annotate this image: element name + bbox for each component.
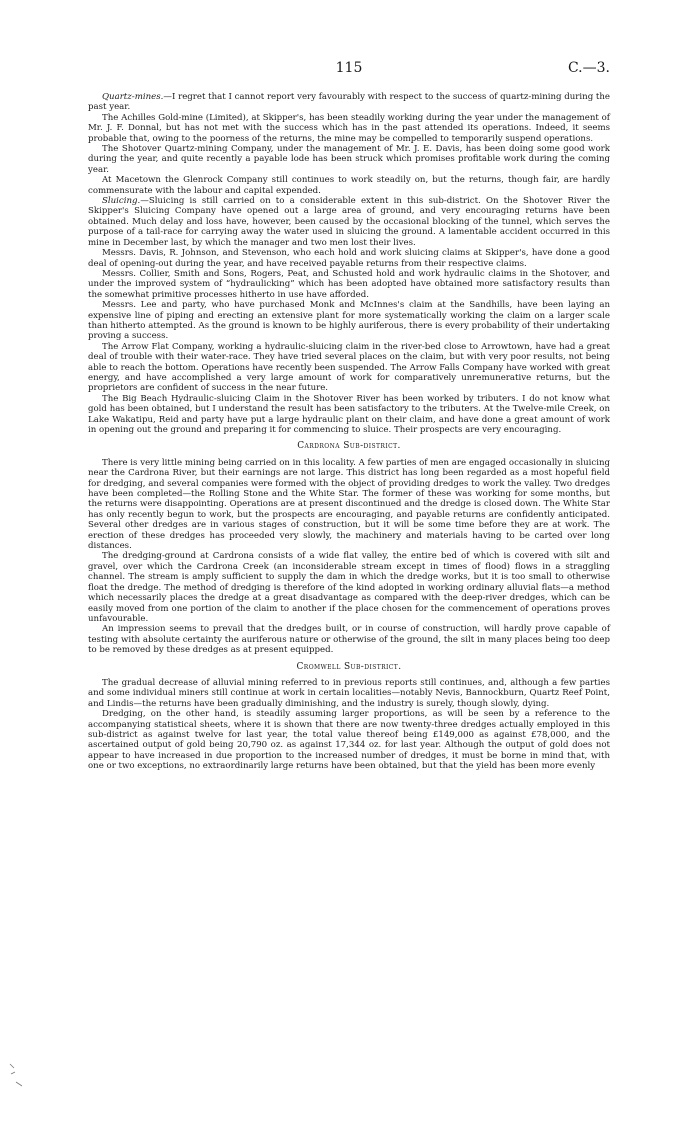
- paragraph-text: The Big Beach Hydraulic-sluicing Claim in the Shotover River has been worked by tributers. I do not know what gold has been obtained, but I understand the result has been satisfactory to the tributers. At the Twelve-mile Creek, on Lake Wakatipu, Reid and party have put a large hydraulic plant on their claim, and have done a great amount of work in opening out the ground and preparing it for commencing to sluice. Their prospects are very encouraging.: [88, 393, 610, 435]
- paragraph: [88, 458, 610, 552]
- paragraph: [88, 678, 610, 709]
- paragraph: [88, 300, 610, 342]
- paragraph-text: The Arrow Flat Company, working a hydraulic-sluicing claim in the river-bed close to Arrowtown, have had a great deal of trouble with their water-race. They have tried several places on the claim, but with very poor results, not being able to reach the bottom. Operations have recently been suspended. The Arrow Falls Company have worked with great energy, and have accomplished a very large amount of work for comparatively unremunerative returns, but the proprietors are confident of success in the near future.: [88, 341, 610, 394]
- paragraph: [88, 248, 610, 269]
- page-number: 115: [335, 60, 363, 76]
- paragraph: [88, 196, 610, 248]
- paragraph: [88, 342, 610, 394]
- paragraph-lead: Sluicing.: [102, 196, 141, 207]
- paragraph-text: There is very little mining being carried on in this locality. A few parties of men are engaged occasionally in sluicing near the Cardrona River, but their earnings are not large. This district has long been regarded as a most hopeful field for dredging, and several companies were formed with the object of providing dredges to work the valley. Two dredges have been completed—the Rolling Stone and the White Star. The former of these was working for some months, but the returns were disappointing. Operations are at present discontinued and the dredge is closed down. The White Star has only recently begun to work, but the prospects are encouraging, and payable returns are confidently anticipated. Several other dredges are in various stages of construction, but it will be some time before they are at work. The erection of these dredges has proceeded very slowly, the machinery and materials having to be carted over long distances.: [88, 457, 610, 552]
- paragraph-text: The Shotover Quartz-mining Company, under the management of Mr. J. E. Davis, has been doing some good work during the year, and quite recently a payable lode has been struck which promises profitable work during the coming year.: [88, 144, 610, 175]
- paragraph-text: An impression seems to prevail that the dredges built, or in course of construction, will hardly prove capable of testing with absolute certainty the auriferous nature or otherwise of the ground, the silt in many places being too deep to be removed by these dredges as at present equipped.: [88, 624, 610, 656]
- paragraph-text: —Sluicing is still carried on to a considerable extent in this sub-district. On the Shotover River the Skipper's Sluicing Company have opened out a large area of ground, and very encouraging returns have been obtained. Much delay and loss have, however, been caused by the occasional blocking of the tunnel, which serves the purpose of a tail-race for carrying away the water used in sluicing the ground. A lamentable accident occurred in this mine in December last, by which the manager and two men lost their lives.: [88, 196, 610, 248]
- body-text: [88, 92, 610, 772]
- paragraph-text: The gradual decrease of alluvial mining referred to in previous reports still continues, and, although a few parties and some individual miners still continue at work in certain localities—notably Nevis, Bannockburn, Quartz Reef Point, and Lindis—the returns have been gradually diminishing, and the industry is surely, though slowly, dying.: [88, 677, 610, 709]
- paragraph: [88, 269, 610, 300]
- paragraph: [88, 709, 610, 771]
- page-header: [88, 60, 610, 86]
- paragraph: [88, 92, 610, 113]
- paragraph-text: At Macetown the Glenrock Company still continues to work steadily on, but the returns, though fair, are hardly commensurate with the labour and capital expended.: [88, 175, 610, 196]
- section-heading: Cromwell Sub-district.: [296, 661, 402, 672]
- paragraph-text: Messrs. Collier, Smith and Sons, Rogers, Peat, and Schusted hold and work hydraulic claims in the Shotover, and under the improved system of “hydraulicking” which has been adopted have obtained more satisfactory results than the somewhat primitive processes hitherto in use have afforded.: [88, 268, 610, 300]
- paragraph-text: Messrs. Davis, R. Johnson, and Stevenson, who each hold and work sluicing claims at Skipper's, have done a good deal of opening-out during the year, and have received payable returns from their respective claims.: [88, 248, 610, 269]
- margin-marks: [8, 1060, 28, 1090]
- paragraph: [88, 551, 610, 624]
- paragraph-text: Messrs. Lee and party, who have purchased Monk and McInnes's claim at the Sandhills, have been laying an expensive line of piping and erecting an extensive plant for more systematically working the claim on a larger scale than hitherto attempted. As the ground is known to be highly auriferous, there is every probability of their undertaking proving a success.: [88, 300, 610, 342]
- paragraph-text: —I regret that I cannot report very favourably with respect to the success of quartz-mining during the past year.: [88, 92, 610, 113]
- paragraph: [88, 624, 610, 655]
- paragraph-text: Dredging, on the other hand, is steadily assuming larger proportions, as will be seen by a reference to the accompanying statistical sheets, where it is shown that there are now twenty-three dredges actually employed in this sub-district as against twelve for last year, the total value thereof being £149,000 as against £78,000, and the ascertained output of gold being 20,790 oz. as against 17,344 oz. for last year. Although the output of gold does not appear to have increased in due proportion to the increased number of dredges, it must be borne in mind that, with one or two exceptions, no extraordinarily large returns have been obtained, but that the yield has been more evenly: [88, 709, 610, 772]
- paragraph-text: The Achilles Gold-mine (Limited), at Skipper's, has been steadily working during the year under the management of Mr. J. F. Donnal, but has not met with the success which has in the past attended its operations. Indeed, it seems probable that, owing to the poorness of the returns, the mine may be compelled to temporarily suspend operations.: [88, 112, 610, 144]
- section-heading: Cardrona Sub-district.: [297, 441, 401, 452]
- page: [88, 60, 610, 772]
- paragraph: [88, 113, 610, 144]
- paragraph-lead: Quartz-mines.: [102, 92, 164, 102]
- paragraph: [88, 394, 610, 436]
- document-reference: C.—3.: [567, 60, 610, 76]
- paragraph: [88, 144, 610, 175]
- paragraph-text: The dredging-ground at Cardrona consists of a wide flat valley, the entire bed of which is covered with silt and gravel, over which the Cardrona Creek (an inconsiderable stream except in times of flood) flows in a straggling channel. The stream is amply sufficient to supply the dam in which the dredge works, but it is too small to otherwise float the dredge. The method of dredging is therefore of the kind adopted in working ordinary alluvial flats—a method which necessarily places the dredge at a great disadvantage as compared with the deep-river dredges, which can be easily moved from one portion of the claim to another if the place chosen for the commencement of operations proves unfavourable.: [88, 551, 610, 624]
- paragraph: [88, 175, 610, 196]
